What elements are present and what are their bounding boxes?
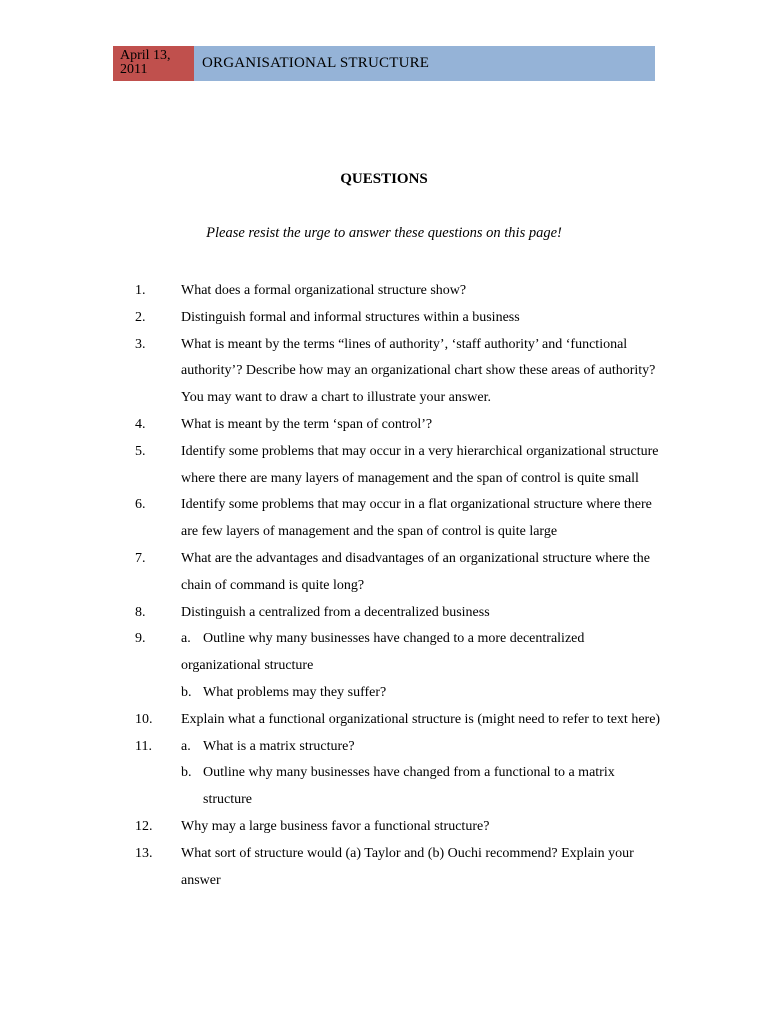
question-number: 12.: [135, 818, 153, 834]
question-number: 3.: [135, 336, 146, 352]
subquestion-letter: b.: [181, 684, 192, 700]
question-text: Explain what a functional organizational structure is (might need to refer to text here): [181, 711, 661, 727]
subquestion-letter: a.: [181, 631, 191, 647]
subquestion-letter: a.: [181, 738, 191, 754]
question-number: 11.: [135, 738, 152, 754]
question-item: [135, 305, 665, 332]
question-text: Why may a large business favor a functional structure?: [181, 818, 490, 834]
question-subparts: [181, 734, 665, 814]
subquestion-text: What is a matrix structure?: [203, 738, 355, 754]
instruction-note: Please resist the urge to answer these questions on this page!: [206, 225, 562, 241]
question-number: 7.: [135, 550, 146, 566]
question-item: [135, 332, 665, 412]
questions-heading: QUESTIONS: [340, 171, 428, 187]
question-number: 5.: [135, 443, 146, 459]
question-text: Identify some problems that may occur in a very hierarchical organizational structure where there are many layers of management and the span of control is quite small: [181, 443, 659, 486]
subquestion-text: Outline why many businesses have changed from a functional to a matrix structure: [203, 765, 615, 808]
question-text: What does a formal organizational structure show?: [181, 283, 467, 298]
question-text: What are the advantages and disadvantages of an organizational structure where the chain of command is quite long?: [181, 550, 650, 593]
question-text: What sort of structure would (a) Taylor and (b) Ouchi recommend? Explain your answer: [181, 845, 634, 888]
question-number: 10.: [135, 711, 153, 727]
question-number: 13.: [135, 845, 153, 861]
question-number: 1.: [135, 283, 146, 298]
question-item: [135, 412, 665, 439]
subquestion-a: [181, 626, 665, 653]
subquestion-continuation: organizational structure: [181, 658, 314, 674]
question-item: [135, 707, 665, 734]
question-subparts: [181, 626, 665, 706]
question-item: [135, 841, 665, 895]
header-title: ORGANISATIONAL STRUCTURE: [194, 46, 655, 81]
question-text: What is meant by the terms “lines of authority’, ‘staff authority’ and ‘functional authority’? Describe how may an organizational chart show these areas of authority? You may want to draw a chart to illustrate your answer.: [181, 336, 656, 406]
question-number: 2.: [135, 309, 146, 325]
subquestion-letter: b.: [181, 765, 192, 781]
question-number: 9.: [135, 631, 146, 647]
question-item: [135, 814, 665, 841]
question-text: Distinguish formal and informal structures within a business: [181, 309, 520, 325]
question-list: [135, 278, 665, 894]
subquestion-b: [181, 680, 665, 707]
question-item: [135, 439, 665, 493]
question-number: 6.: [135, 497, 146, 513]
question-text: Identify some problems that may occur in a flat organizational structure where there are few layers of management and the span of control is quite large: [181, 497, 652, 540]
page-header: [113, 46, 655, 81]
question-number: 8.: [135, 604, 146, 620]
subquestion-a: [181, 734, 665, 761]
question-item: [135, 734, 665, 814]
question-number: 4.: [135, 416, 146, 432]
subquestion-text: Outline why many businesses have changed to a more decentralized: [203, 631, 585, 647]
subquestion-b: [181, 760, 665, 814]
question-item: [135, 546, 665, 600]
question-text: Distinguish a centralized from a decentralized business: [181, 604, 490, 620]
header-date: April 13, 2011: [113, 46, 194, 81]
question-item: [135, 278, 665, 305]
question-text: What is meant by the term ‘span of control’?: [181, 416, 433, 432]
question-item: [135, 492, 665, 546]
question-item: [135, 626, 665, 706]
question-item: [135, 600, 665, 627]
subquestion-text: What problems may they suffer?: [203, 684, 387, 700]
